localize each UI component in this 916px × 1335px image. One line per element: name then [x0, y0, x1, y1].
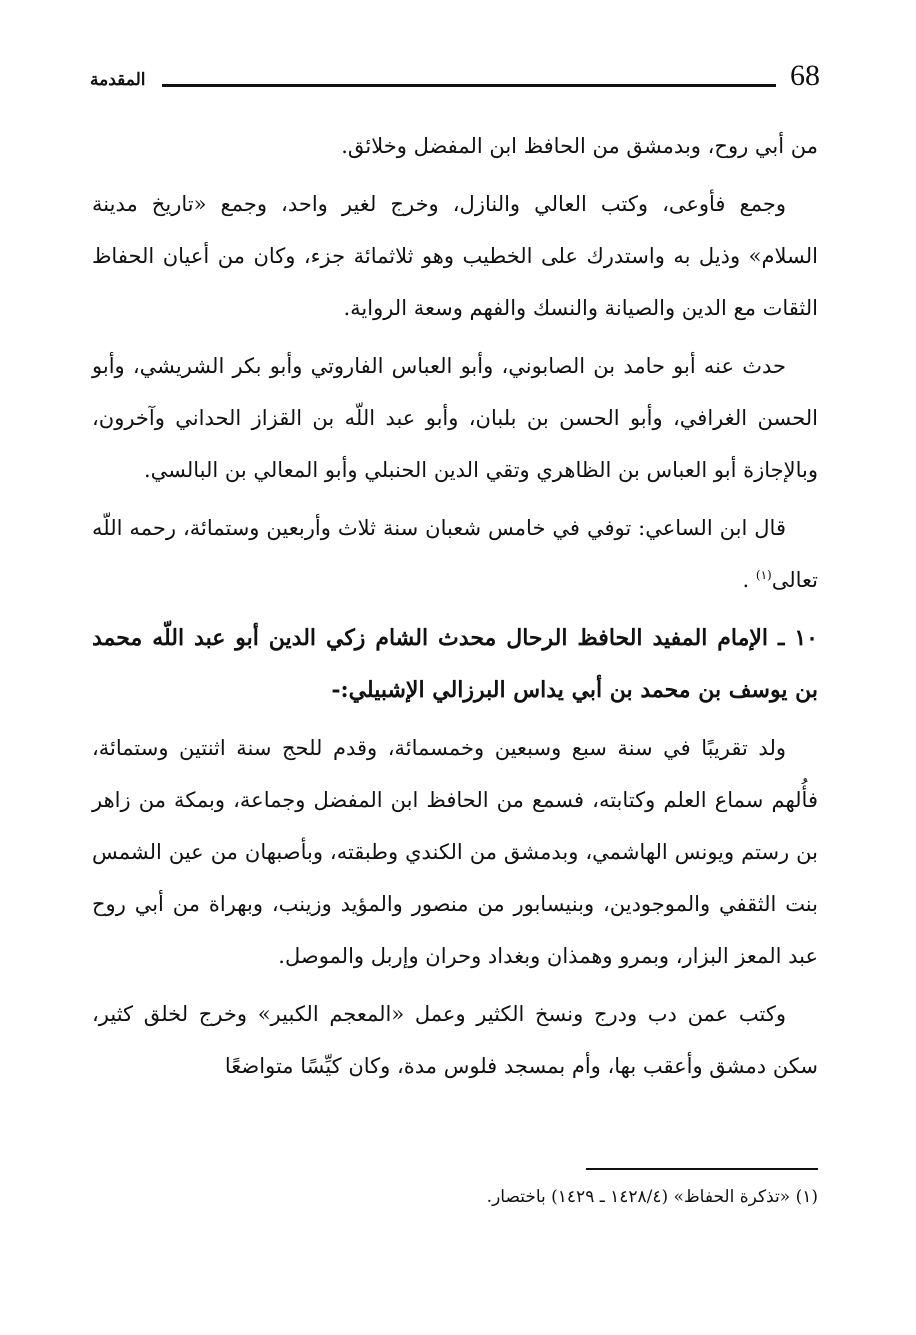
paragraph-4 — [92, 502, 818, 606]
paragraph-3: حدث عنه أبو حامد بن الصابوني، وأبو العباس الفاروتي وأبو بكر الشريشي، وأبو الحسن الغرافي، وأبو الحسن بن بلبان، وأبو عبد اللّه بن القزاز الحداني وآخرون، وبالإجازة أبو العباس بن الظاهري وتقي الدين الحنبلي وأبو المعالي بن البالسي. — [92, 354, 818, 482]
footnote: (١) «تذكرة الحفاظ» (١٤٢٨/٤ ـ ١٤٢٩) باختصار. — [486, 1187, 818, 1207]
footnote-marker: (١) — [755, 568, 772, 582]
paragraph-1: من أبي روح، وبدمشق من الحافظ ابن المفضل وخلائق. — [341, 134, 818, 158]
biography-heading: ١٠ ـ الإمام المفيد الحافظ الرحال محدث الشام زكي الدين أبو عبد اللّه محمد بن يوسف بن محمد بن أبي يداس البرزالي الإشبيلي:- — [92, 625, 818, 703]
paragraph-4-text: قال ابن الساعي: توفي في خامس شعبان سنة ثلاث وأربعين وستمائة، رحمه اللّه تعالى — [92, 516, 818, 592]
page-header — [90, 58, 820, 98]
page-number: 68 — [790, 59, 820, 92]
paragraph-4-end: . — [742, 568, 756, 592]
paragraph-6: وكتب عمن دب ودرج ونسخ الكثير وعمل «المعجم الكبير» وخرج لخلق كثير، سكن دمشق وأعقب بها، وأم بمسجد فلوس مدة، وكان كيِّسًا متواضعًا — [92, 1002, 818, 1078]
paragraph-2: وجمع فأوعى، وكتب العالي والنازل، وخرج لغير واحد، وجمع «تاريخ مدينة السلام» وذيل به واستدرك على الخطيب وهو ثلاثمائة جزء، وكان من أعيان الحفاظ الثقات مع الدين والصيانة والنسك والفهم وسعة الرواية. — [92, 192, 818, 320]
footnote-rule — [586, 1168, 818, 1170]
header-rule — [162, 84, 776, 87]
running-title: المقدمة — [90, 70, 146, 90]
paragraph-5: ولد تقريبًا في سنة سبع وسبعين وخمسمائة، وقدم للحج سنة اثنتين وستمائة، فأُلهم سماع العلم وكتابته، فسمع من الحافظ ابن المفضل وجماعة، وبمكة من زاهر بن رستم ويونس الهاشمي، وبدمشق من الكندي وطبقته، وبأصبهان من عين الشمس بنت الثقفي والموجودين، وبنيسابور من منصور والمؤيد وزينب، وبهراة من أبي روح عبد المعز البزار، وبمرو وهمذان وبغداد وحران وإربل والموصل. — [92, 736, 818, 968]
body-text — [92, 120, 818, 1098]
